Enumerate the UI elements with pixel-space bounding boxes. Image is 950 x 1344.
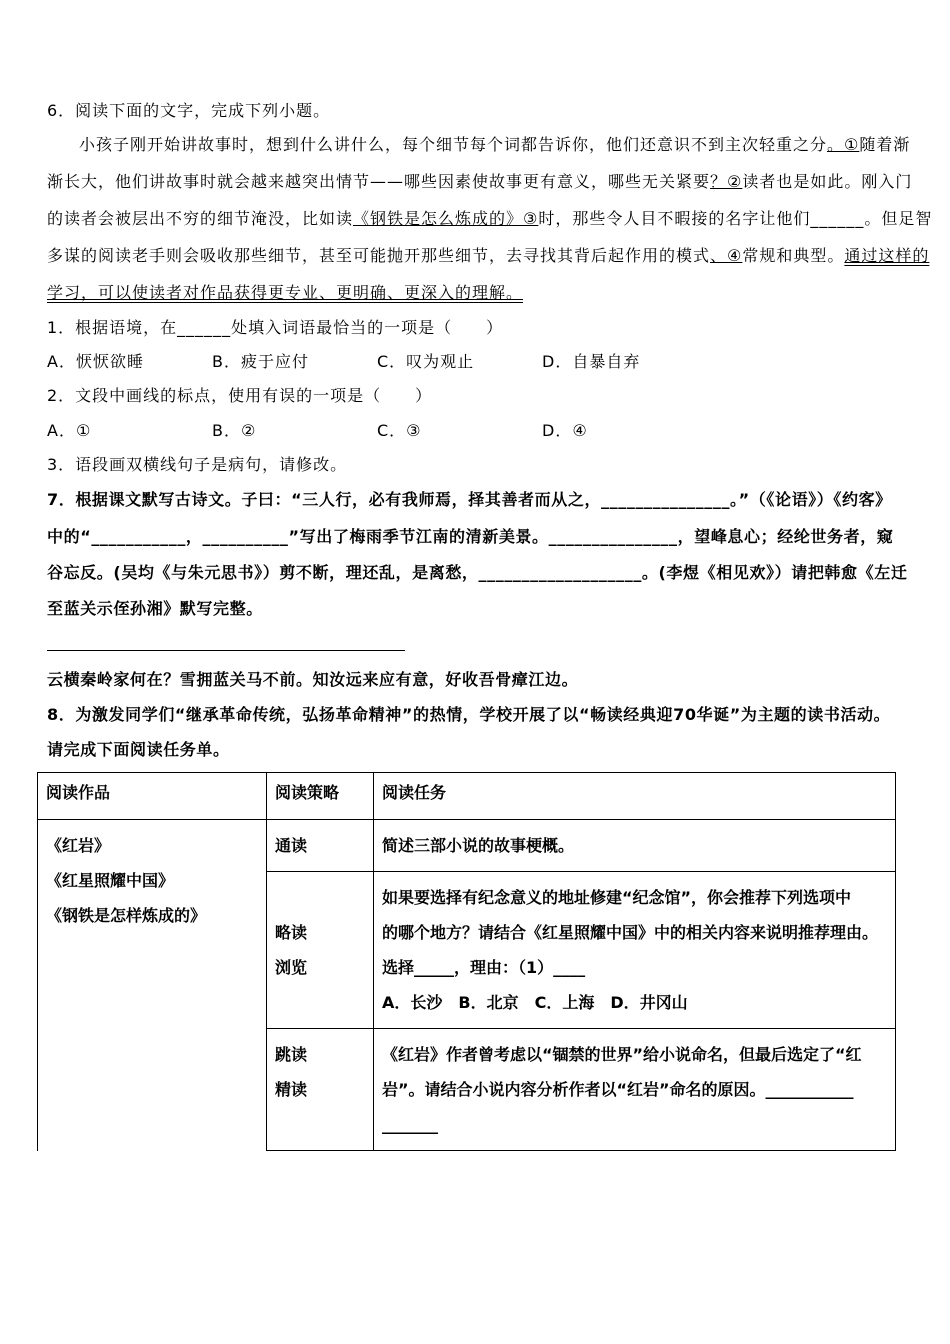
q7-line: 谷忘反。(吴均《与朱元思书》）剪不断，理还乱，是离愁，___________________。(李煜《相见欢》）请把韩愈《左迁 [47,563,908,582]
strategy: 浏览 [275,958,308,977]
marked-punct: 、④ [710,246,743,265]
q6-sub3: 3．语段画双横线句子是病句，请修改。 [47,455,348,474]
marked-punct: ？② [710,172,743,191]
q8-line: 8．为激发同学们“继承革命传统，弘扬革命精神”的热情，学校开展了以“畅读经典迎70华诞”为主题的读书活动。 [47,705,891,724]
q6-passage-line [47,172,912,192]
q6-sub2-options [47,421,707,441]
task-cell [374,1029,896,1151]
header-cell: 阅读任务 [374,773,896,820]
option-a: A．① [47,421,92,440]
option-b: B．疲于应付 [212,352,309,371]
strategy: 通读 [275,836,308,855]
task-text: 岩”。请结合小说内容分析作者以“红岩”命名的原因。___________ [382,1080,854,1099]
work-title: 《红岩》 [46,836,111,855]
option-c: C．叹为观止 [377,352,475,371]
q6-sub1: 1．根据语境，在______处填入词语最恰当的一项是（ ） [47,318,504,337]
reading-task-table [37,772,896,1151]
text: 渐长大，他们讲故事时就会越来越突出情节——哪些因素使故事更有意义，哪些无关紧要 [47,172,711,191]
option-c: C．③ [377,421,422,440]
q6-passage-line [79,135,910,155]
table-row [38,820,896,872]
text: 的读者会被层出不穷的细节淹没，比如读 [47,209,354,228]
header-cell: 阅读策略 [267,773,374,820]
q6-passage-line [47,283,523,303]
work-title: 《钢铁是怎样炼成的》 [46,906,207,925]
text: 小孩子刚开始讲故事时，想到什么讲什么，每个细节每个词都告诉你，他们还意识不到主次轻重之分 [79,135,828,154]
text: 常规和典型。 [742,246,845,265]
option-a: A．恹恹欲睡 [47,352,144,371]
q6-passage-line [47,246,929,266]
task-cell [374,820,896,872]
strategy: 精读 [275,1080,308,1099]
q6-sub1-options [47,352,707,372]
strategy: 略读 [275,923,308,942]
q7-line: 中的“___________，__________”写出了梅雨季节江南的清新美景。_______________，望峰息心；经纶世务者，窥 [47,527,894,546]
double-underlined-sentence: 学习，可以使读者对作品获得更专业、更明确、更深入的理解。 [47,283,524,302]
q7-poem: 云横秦岭家何在？雪拥蓝关马不前。知汝远来应有意，好收吾骨瘴江边。 [47,670,579,689]
marked-punct: 《钢铁是怎么炼成的》③ [353,209,539,228]
text: 读者也是如此。刚入门 [742,172,913,191]
text: 时，那些令人目不暇接的名字让他们______。但足智 [538,209,933,228]
option-d: D．④ [542,421,588,440]
q7-line: 7．根据课文默写古诗文。子曰：“三人行，必有我师焉，择其善者而从之，_______________。”（《论语》）《约客》 [47,490,892,509]
header-cell: 阅读作品 [38,773,267,820]
task-text: 选择_____，理由：（1）____ [382,958,586,977]
strategy-cell [267,1029,374,1151]
q6-title: 6．阅读下面的文字，完成下列小题。 [47,101,331,120]
q7-line: 至蓝关示侄孙湘》默写完整。 [47,599,263,618]
q6-sub2: 2．文段中画线的标点，使用有误的一项是（ ） [47,386,433,405]
strategy-cell [267,872,374,1029]
option-d: D．自暴自弃 [542,352,641,371]
task-text: 《红岩》作者曾考虑以“锢禁的世界”给小说命名，但最后选定了“红 [382,1045,862,1064]
task-text: 的哪个地方？请结合《红星照耀中国》中的相关内容来说明推荐理由。 [382,923,879,942]
task-text: 简述三部小说的故事梗概。 [382,836,575,855]
strategy-cell [267,820,374,872]
marked-punct: 。① [827,135,860,154]
option-b: B．② [212,421,257,440]
q6-passage-line [47,209,932,229]
double-underlined-sentence: 通过这样的 [844,246,930,265]
answer-line [47,650,405,651]
table-header-row [38,773,896,820]
task-cell [374,872,896,1029]
q8-line: 请完成下面阅读任务单。 [47,740,230,759]
task-text: 如果要选择有纪念意义的地址修建“纪念馆”，你会推荐下列选项中 [382,888,852,907]
text: 随着渐 [859,135,911,154]
work-title: 《红星照耀中国》 [46,871,175,890]
task-text: _______ [382,1115,438,1134]
text: 多谋的阅读老手则会吸收那些细节，甚至可能抛开那些细节，去寻找其背后起作用的模式 [47,246,711,265]
task-options: A．长沙 B．北京 C．上海 D．井冈山 [382,993,688,1012]
strategy: 跳读 [275,1045,308,1064]
works-cell [38,820,267,1151]
